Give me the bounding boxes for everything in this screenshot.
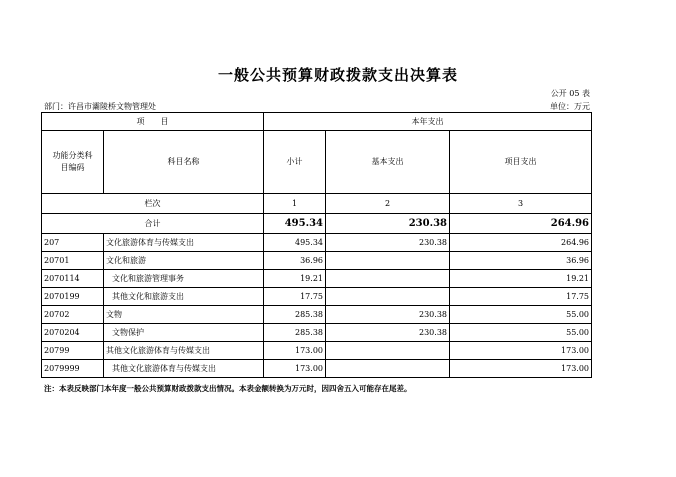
row-name: 文化旅游体育与传媒支出 (104, 234, 264, 252)
table-row (42, 324, 592, 342)
header-this-year: 本年支出 (264, 113, 592, 131)
row-project: 264.96 (450, 234, 592, 252)
column-row-label: 栏次 (42, 194, 264, 214)
header-row-1 (42, 113, 592, 131)
row-subtotal: 285.38 (264, 306, 326, 324)
table-row (42, 306, 592, 324)
total-basic: 230.38 (326, 214, 450, 234)
row-code: 2079999 (42, 360, 104, 378)
row-code: 2070114 (42, 270, 104, 288)
column-number-1: 1 (264, 194, 326, 214)
row-subtotal: 173.00 (264, 360, 326, 378)
header-func-class: 功能分类科目编码 (42, 131, 104, 194)
row-project: 36.96 (450, 252, 592, 270)
row-code: 207 (42, 234, 104, 252)
row-subtotal: 495.34 (264, 234, 326, 252)
row-code: 2070199 (42, 288, 104, 306)
department-label: 部门：许昌市灞陵桥文物管理处 (44, 102, 156, 111)
column-number-2: 2 (326, 194, 450, 214)
row-project: 55.00 (450, 324, 592, 342)
row-name: 其他文化旅游体育与传媒支出 (104, 360, 264, 378)
table-row (42, 288, 592, 306)
row-name: 其他文化旅游体育与传媒支出 (104, 342, 264, 360)
row-code: 2070204 (42, 324, 104, 342)
row-name: 文化和旅游管理事务 (104, 270, 264, 288)
row-code: 20702 (42, 306, 104, 324)
row-subtotal: 19.21 (264, 270, 326, 288)
row-name: 文物 (104, 306, 264, 324)
total-row (42, 214, 592, 234)
table-row (42, 360, 592, 378)
unit-label: 单位：万元 (550, 102, 590, 111)
row-name: 其他文化和旅游支出 (104, 288, 264, 306)
row-basic (326, 342, 450, 360)
footnote: 注：本表反映部门本年度一般公共预算财政拨款支出情况。本表金额转换为万元时，因四舍五入可能存在尾差。 (44, 384, 412, 393)
row-project: 173.00 (450, 342, 592, 360)
table-row (42, 342, 592, 360)
row-subtotal: 36.96 (264, 252, 326, 270)
header-subject-name: 科目名称 (104, 131, 264, 194)
row-subtotal: 173.00 (264, 342, 326, 360)
row-basic: 230.38 (326, 306, 450, 324)
total-subtotal: 495.34 (264, 214, 326, 234)
row-basic (326, 270, 450, 288)
table-row (42, 252, 592, 270)
row-basic (326, 288, 450, 306)
header-subtotal: 小计 (264, 131, 326, 194)
row-project: 19.21 (450, 270, 592, 288)
row-basic: 230.38 (326, 234, 450, 252)
row-name: 文化和旅游 (104, 252, 264, 270)
header-row-2 (42, 131, 592, 194)
row-subtotal: 17.75 (264, 288, 326, 306)
total-project: 264.96 (450, 214, 592, 234)
header-project: 项目支出 (450, 131, 592, 194)
row-basic (326, 252, 450, 270)
row-project: 17.75 (450, 288, 592, 306)
column-number-row (42, 194, 592, 214)
table-row (42, 270, 592, 288)
row-project: 55.00 (450, 306, 592, 324)
form-number: 公开 05 表 (550, 89, 590, 98)
table-row (42, 234, 592, 252)
header-basic: 基本支出 (326, 131, 450, 194)
row-name: 文物保护 (104, 324, 264, 342)
row-subtotal: 285.38 (264, 324, 326, 342)
row-code: 20799 (42, 342, 104, 360)
expenditure-table (41, 112, 592, 378)
header-item: 项 目 (42, 113, 264, 131)
row-basic (326, 360, 450, 378)
column-number-3: 3 (450, 194, 592, 214)
row-basic: 230.38 (326, 324, 450, 342)
total-label: 合计 (42, 214, 264, 234)
page-title: 一般公共预算财政拨款支出决算表 (217, 66, 458, 84)
row-project: 173.00 (450, 360, 592, 378)
row-code: 20701 (42, 252, 104, 270)
